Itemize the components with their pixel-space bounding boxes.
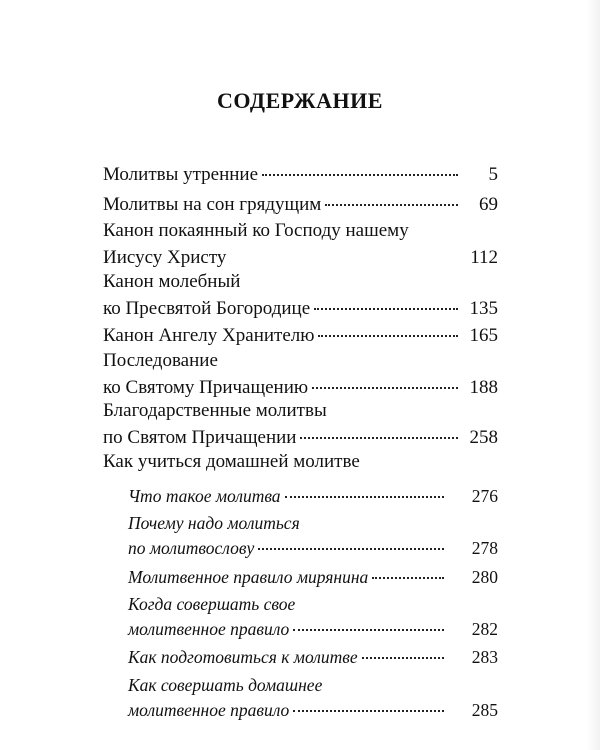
dot-leader (258, 530, 444, 550)
toc-entry[interactable] (103, 220, 498, 269)
toc-subentry[interactable] (128, 593, 498, 640)
toc-subentry-title-continued: по молитвослову (128, 537, 255, 558)
toc-page-number: 283 (471, 646, 498, 667)
toc-page-number: 282 (471, 618, 498, 639)
toc-entry-title: Молитвы на сон грядущим (103, 194, 322, 215)
toc-entry[interactable] (103, 189, 498, 216)
dot-leader (372, 559, 444, 579)
toc-subentry-title: Как подготовиться к молитве (128, 646, 358, 667)
toc-entry-title: Благодарственные молитвы (103, 400, 327, 421)
toc-entry-title-continued: по Святом Причащении (103, 427, 297, 448)
toc-entry[interactable] (103, 159, 498, 186)
toc-subentry-title-continued: молитвенное правило (128, 699, 290, 720)
toc-page-number: 258 (469, 427, 498, 448)
toc-subentry-title: Когда совершать свое (128, 594, 296, 614)
toc-page-number: 188 (469, 377, 498, 398)
toc-page-number: 135 (469, 298, 498, 319)
toc-entry[interactable] (103, 320, 498, 347)
toc-subentry[interactable] (128, 674, 498, 721)
toc-subentry-title-continued: молитвенное правило (128, 618, 290, 639)
toc-page-number: 280 (471, 566, 498, 587)
toc-entry[interactable] (103, 350, 498, 399)
dot-leader (300, 418, 458, 439)
toc-entry-title-continued: ко Пресвятой Богородице (103, 298, 311, 319)
toc-entry-title: Канон молебный (103, 271, 241, 292)
toc-page-number: 165 (469, 325, 498, 346)
toc-subentry-title: Молитвенное правило мирянина (128, 566, 369, 587)
page-edge (586, 0, 600, 750)
toc-entry[interactable] (103, 400, 498, 449)
dot-leader (293, 692, 444, 712)
toc-page-number: 112 (470, 247, 498, 268)
dot-leader (325, 185, 458, 206)
toc-subentry[interactable] (128, 643, 498, 668)
toc-page-number: 276 (471, 485, 498, 506)
toc-entry-title-continued: ко Святому Причащению (103, 377, 309, 398)
toc-page-number: 278 (471, 537, 498, 558)
toc-entry-title: Канон покаянный ко Господу нашему (103, 220, 409, 241)
toc-entry-title: Канон Ангелу Хранителю (103, 325, 315, 346)
toc-subentry[interactable] (128, 482, 498, 507)
toc-entry[interactable] (103, 271, 498, 320)
toc-page-number: 285 (471, 699, 498, 720)
toc-section-heading[interactable]: Как учиться домашней молитве (103, 451, 360, 472)
toc-page-number: 69 (479, 194, 498, 215)
toc-page-number: 5 (488, 164, 498, 185)
toc-subentry-title: Как совершать домашнее (128, 675, 323, 695)
dot-leader (262, 155, 458, 176)
toc-subentry-title: Что такое молитва (128, 485, 281, 506)
dot-leader (312, 368, 458, 389)
dot-leader (285, 478, 444, 498)
dot-leader (314, 289, 458, 310)
page-title: СОДЕРЖАНИЕ (217, 88, 383, 113)
toc-entry-title: Последование (103, 350, 218, 371)
toc-subentry[interactable] (128, 512, 498, 559)
toc-entry-title-continued: Иисусу Христу (103, 247, 227, 268)
dot-leader (318, 316, 458, 337)
toc-entry-title: Молитвы утренние (103, 164, 259, 185)
toc-subentry-title: Почему надо молиться (128, 513, 300, 533)
toc-subentry[interactable] (128, 563, 498, 588)
dot-leader (293, 611, 444, 631)
dot-leader (362, 639, 444, 659)
